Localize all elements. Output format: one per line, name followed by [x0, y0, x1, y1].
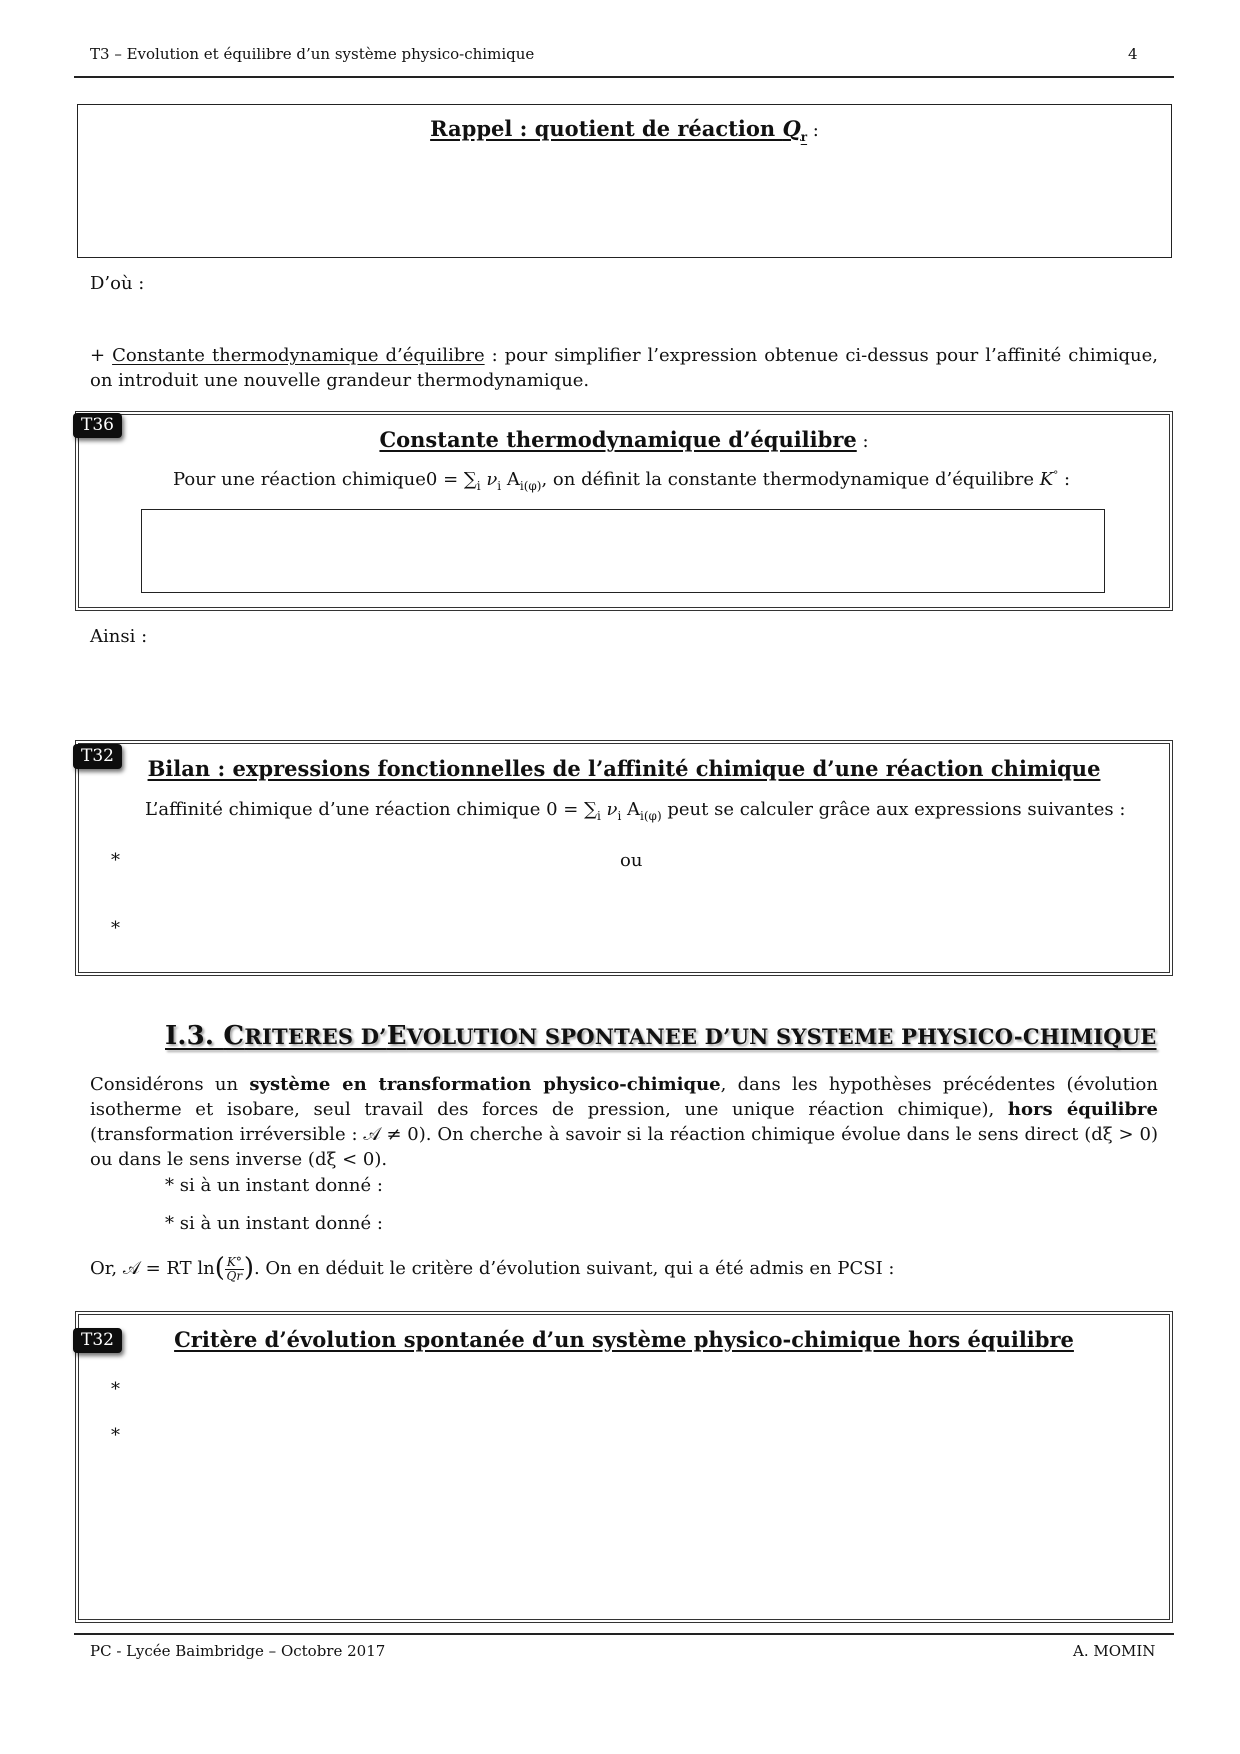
t36-k-sup: °: [1053, 470, 1059, 481]
frac-numerator: K°: [226, 1254, 242, 1269]
considerons-p1: Considérons un: [90, 1074, 250, 1095]
t36-nu: ν: [480, 469, 498, 490]
bilan-nu: ν: [600, 799, 618, 820]
t36-nu-sub: i: [497, 479, 502, 493]
t36-line-pre: Pour une réaction chimique0 = ∑: [173, 469, 477, 490]
critere-star-2: *: [111, 1425, 120, 1446]
bilan-line-post: peut se calculer grâce aux expressions suivantes :: [661, 799, 1126, 820]
section-cap-1: C: [223, 1021, 245, 1051]
bilan-line-pre: L’affinité chimique d’une réaction chimique 0 = ∑: [145, 799, 597, 820]
t36-k: K: [1039, 469, 1054, 490]
section-rest-1: RITERES D’: [244, 1024, 387, 1049]
t36-tag: T36: [73, 413, 122, 438]
bilan-nu-sub: i: [617, 809, 622, 823]
considerons-paragraph: [90, 1072, 1158, 1172]
ainsi-label: Ainsi :: [90, 626, 148, 647]
t36-line-post: , on définit la constante thermodynamique d’équilibre: [541, 469, 1040, 490]
t36-answer-box: [141, 509, 1105, 593]
rappel-title: [78, 116, 1171, 144]
or-line-fraction: [225, 1256, 244, 1283]
header-title: T3 – Evolution et équilibre d’un système physico-chimique: [90, 45, 535, 63]
frac-denominator: Qr: [226, 1268, 243, 1283]
bilan-definition-line: [145, 797, 1125, 824]
rappel-q-symbol: Q: [782, 116, 801, 141]
or-line-post: . On en déduit le critère d’évolution suivant, qui a été admis en PCSI :: [253, 1258, 895, 1279]
section-number: I.3.: [165, 1021, 224, 1051]
critere-star-1: *: [111, 1379, 120, 1400]
constante-text: : pour simplifier l’expression obtenue ci-dessus pour l’affinité chimique, on introduit une nouvelle grandeur thermodynamique.: [90, 345, 1158, 391]
t36-definition-line: [173, 467, 1070, 495]
si-line-2: * si à un instant donné :: [165, 1213, 383, 1234]
considerons-p3: (transformation irréversible : 𝒜 ≠ 0). On cherche à savoir si la réaction chimique évolue dans le sens direct (dξ > 0) ou dans le sens inverse (dξ < 0).: [90, 1124, 1158, 1170]
considerons-p2: , dans les hypothèses précédentes (évolution isotherme et isobare, seul travail des forces de pression, une unique réaction chimique),: [90, 1074, 1158, 1120]
t36-title-suffix: :: [856, 431, 869, 452]
dou-label: D’où :: [90, 273, 145, 294]
rappel-box: [77, 104, 1172, 258]
critere-tag: T32: [73, 1328, 122, 1353]
constante-bullet: +: [90, 345, 113, 366]
or-line-pre: Or, 𝒜 = RT ln: [90, 1258, 215, 1279]
bilan-sum-sub: i: [596, 809, 601, 823]
constante-paragraph: [90, 343, 1158, 393]
page-number: 4: [1128, 45, 1138, 63]
bilan-star-1: *: [111, 850, 120, 871]
t36-title: [79, 427, 1169, 452]
section-cap-2: E: [386, 1021, 407, 1051]
bilan-tag: T32: [73, 744, 122, 769]
t36-species-sub: i(φ): [519, 479, 542, 493]
t36-title-text: Constante thermodynamique d’équilibre: [379, 427, 857, 452]
section-heading: [165, 1021, 1157, 1051]
bilan-species: A: [621, 799, 641, 820]
si-line-1: * si à un instant donné :: [165, 1175, 383, 1196]
footer-left: PC - Lycée Baimbridge – Octobre 2017: [90, 1642, 386, 1660]
rappel-q-sub: r: [800, 130, 808, 144]
t36-sum-sub: i: [476, 479, 481, 493]
t36-species: A: [501, 469, 520, 490]
rappel-title-suffix: :: [807, 120, 819, 141]
bilan-star-2: *: [111, 918, 120, 939]
bilan-ou: ou: [620, 850, 643, 871]
considerons-b1: système en transformation physico-chimique: [249, 1074, 721, 1095]
t36-line-end: :: [1058, 469, 1071, 490]
or-line: Or, 𝒜 = RT ln( $\frac{K^\circ}{Qr}$ ). On en déduit le critère d’évolution suivant, qui a été admis en PCSI :: [90, 1253, 895, 1283]
bilan-title: Bilan : expressions fonctionnelles de l’affinité chimique d’une réaction chimique: [147, 756, 1101, 781]
footer-right: A. MOMIN: [1073, 1642, 1156, 1660]
critere-title: Critère d’évolution spontanée d’un système physico-chimique hors équilibre: [174, 1327, 1074, 1352]
section-rest-2: VOLUTION SPONTANEE D’UN SYSTEME PHYSICO-CHIMIQUE: [406, 1024, 1157, 1049]
constante-term: Constante thermodynamique d’équilibre: [112, 345, 485, 366]
header-rule: [74, 76, 1174, 78]
critere-box: [75, 1311, 1173, 1623]
footer-rule: [74, 1633, 1174, 1635]
t36-box: [75, 411, 1173, 611]
rappel-title-text: Rappel : quotient de réaction: [430, 116, 783, 141]
bilan-species-sub: i(φ): [640, 809, 662, 823]
bilan-box: [75, 740, 1173, 976]
considerons-b2: hors équilibre: [1007, 1099, 1158, 1120]
